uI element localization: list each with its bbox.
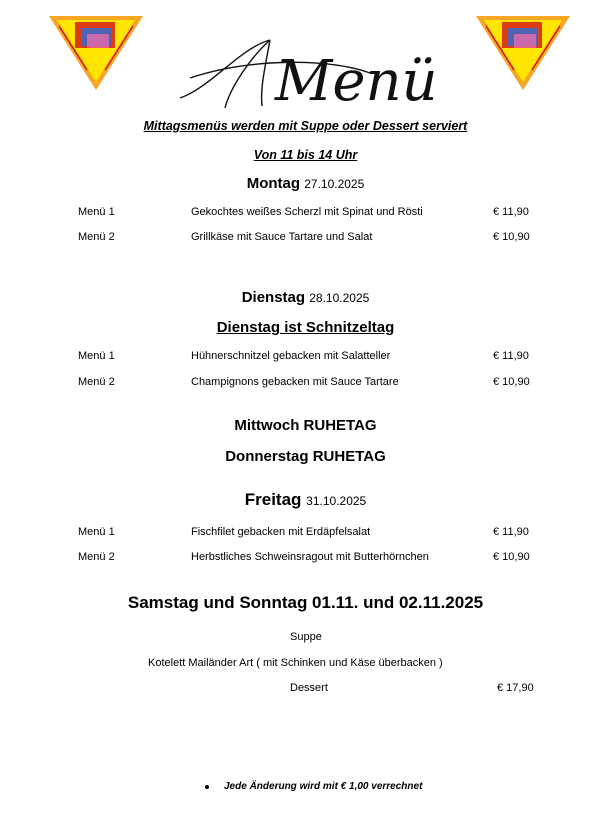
menu-row bbox=[0, 551, 611, 567]
tuesday-heading bbox=[0, 289, 611, 306]
menu-row bbox=[0, 231, 611, 247]
friday-heading bbox=[0, 490, 611, 510]
monday-day: Montag bbox=[246, 175, 301, 192]
price-note: Jede Änderung wird mit € 1,00 verrechnet bbox=[224, 781, 423, 792]
weekend-dessert: Dessert bbox=[290, 682, 328, 694]
weekend-soup: Suppe bbox=[290, 631, 322, 643]
menu-row bbox=[0, 350, 611, 366]
menu-price: € 10,90 bbox=[493, 551, 530, 563]
wednesday-heading: Mittwoch RUHETAG bbox=[234, 417, 377, 434]
menu-label: Menü 1 bbox=[78, 526, 115, 538]
menu-dish: Herbstliches Schweinsragout mit Butterhörnchen bbox=[191, 551, 429, 563]
menu-row bbox=[0, 376, 611, 392]
menu-price: € 11,90 bbox=[493, 206, 529, 218]
menu-title-text: Menü bbox=[275, 49, 438, 114]
menu-price: € 10,90 bbox=[493, 376, 530, 388]
hours: Von 11 bis 14 Uhr bbox=[253, 148, 358, 162]
weekend-main: Kotelett Mailänder Art ( mit Schinken und Käse überbacken ) bbox=[148, 657, 443, 669]
menu-dish: Fischfilet gebacken mit Erdäpfelsalat bbox=[191, 526, 371, 538]
menu-label: Menü 2 bbox=[78, 376, 115, 388]
menu-dish: Gekochtes weißes Scherzl mit Spinat und Rösti bbox=[191, 206, 423, 218]
menu-label: Menü 2 bbox=[78, 231, 115, 243]
menu-dish: Hühnerschnitzel gebacken mit Salatteller bbox=[191, 350, 391, 362]
menu-dish: Grillkäse mit Sauce Tartare und Salat bbox=[191, 231, 373, 243]
menu-label: Menü 2 bbox=[78, 551, 115, 563]
monday-date: 27.10.2025 bbox=[304, 177, 365, 191]
tuesday-special: Dienstag ist Schnitzeltag bbox=[216, 319, 395, 336]
friday-date: 31.10.2025 bbox=[306, 494, 367, 508]
logo-right bbox=[474, 12, 572, 92]
subtitle: Mittagsmenüs werden mit Suppe oder Dessert serviert bbox=[143, 119, 468, 133]
weekend-heading: Samstag und Sonntag 01.11. und 02.11.2025 bbox=[127, 593, 484, 612]
menu-dish: Champignons gebacken mit Sauce Tartare bbox=[191, 376, 399, 388]
menu-label: Menü 1 bbox=[78, 206, 115, 218]
friday-day: Freitag bbox=[244, 490, 302, 509]
thursday-heading: Donnerstag RUHETAG bbox=[225, 448, 386, 465]
tuesday-date: 28.10.2025 bbox=[309, 291, 370, 305]
bullet-icon bbox=[205, 785, 209, 789]
menu-price: € 11,90 bbox=[493, 526, 529, 538]
menu-price: € 11,90 bbox=[493, 350, 529, 362]
logo-left bbox=[47, 12, 145, 92]
weekend-price: € 17,90 bbox=[497, 682, 534, 694]
tuesday-day: Dienstag bbox=[241, 289, 306, 306]
menu-label: Menü 1 bbox=[78, 350, 115, 362]
menu-price: € 10,90 bbox=[493, 231, 530, 243]
menu-title bbox=[170, 28, 450, 114]
menu-row bbox=[0, 206, 611, 222]
menu-row bbox=[0, 526, 611, 542]
monday-heading bbox=[0, 175, 611, 192]
